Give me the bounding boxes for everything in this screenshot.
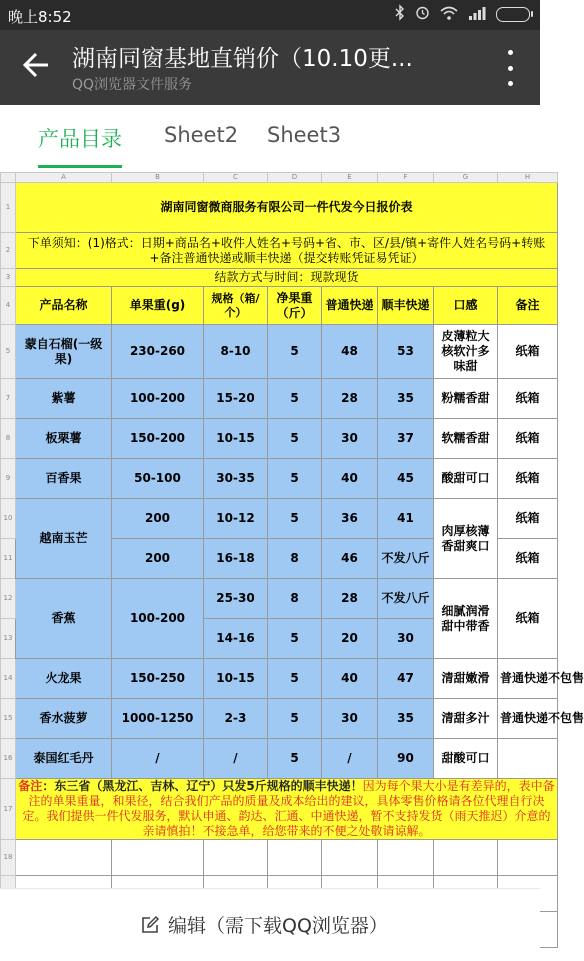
note-cell[interactable]: 纸箱 bbox=[498, 579, 558, 659]
note-cell[interactable]: 普通快递不包售 bbox=[498, 699, 558, 739]
row-number[interactable]: 11 bbox=[1, 539, 16, 579]
table-row bbox=[1, 325, 558, 379]
sf-express-cell[interactable]: 30 bbox=[378, 619, 434, 659]
spec-cell[interactable]: 30-35 bbox=[204, 459, 268, 499]
product-name-cell[interactable]: 越南玉芒 bbox=[16, 499, 112, 579]
table-row bbox=[1, 419, 558, 459]
net-weight-cell[interactable]: 8 bbox=[268, 539, 322, 579]
more-dot-icon bbox=[508, 66, 513, 71]
taste-cell[interactable]: 清甜嫩滑 bbox=[434, 659, 498, 699]
table-row bbox=[1, 699, 558, 739]
signal-icon bbox=[468, 6, 486, 24]
weight-cell[interactable]: 150-200 bbox=[112, 419, 204, 459]
weight-cell[interactable]: 100-200 bbox=[112, 579, 204, 659]
status-icons bbox=[395, 5, 530, 24]
weight-cell[interactable]: / bbox=[112, 739, 204, 779]
normal-express-cell[interactable]: 28 bbox=[322, 379, 378, 419]
net-weight-cell[interactable]: 5 bbox=[268, 325, 322, 379]
spec-cell[interactable]: / bbox=[204, 739, 268, 779]
taste-cell[interactable]: 肉厚核薄香甜爽口 bbox=[434, 499, 498, 579]
table-row bbox=[1, 183, 558, 233]
taste-cell[interactable]: 酸甜可口 bbox=[434, 459, 498, 499]
row-number[interactable]: 13 bbox=[1, 619, 16, 659]
note-cell[interactable]: 纸箱 bbox=[498, 499, 558, 539]
column-header[interactable]: E bbox=[322, 173, 378, 183]
row-number[interactable]: 2 bbox=[1, 233, 16, 269]
header-cell[interactable]: 单果重(g) bbox=[112, 287, 204, 325]
taste-cell[interactable]: 清甜多汁 bbox=[434, 699, 498, 739]
net-weight-cell[interactable]: 5 bbox=[268, 659, 322, 699]
row-number[interactable]: 16 bbox=[1, 739, 16, 779]
corner-cell[interactable] bbox=[1, 173, 16, 183]
table-row bbox=[1, 579, 558, 619]
tab-product-catalog[interactable]: 产品目录 bbox=[38, 123, 122, 153]
row-number[interactable]: 7 bbox=[1, 379, 16, 419]
sf-express-cell[interactable]: 53 bbox=[378, 325, 434, 379]
remark-label: 备注 bbox=[18, 779, 43, 793]
spreadsheet[interactable] bbox=[0, 172, 584, 888]
sheet-title[interactable]: 湖南同窗微商服务有限公司一件代发今日报价表 bbox=[16, 183, 558, 233]
sf-express-cell[interactable]: 47 bbox=[378, 659, 434, 699]
weight-cell[interactable]: 200 bbox=[112, 499, 204, 539]
header-cell[interactable]: 产品名称 bbox=[16, 287, 112, 325]
tab-sheet2[interactable]: Sheet2 bbox=[164, 123, 239, 147]
column-header[interactable]: G bbox=[434, 173, 498, 183]
status-bar bbox=[0, 0, 540, 30]
back-button[interactable] bbox=[20, 48, 54, 82]
sf-express-cell[interactable]: 35 bbox=[378, 379, 434, 419]
wifi-icon bbox=[440, 6, 458, 24]
edit-button[interactable] bbox=[140, 911, 388, 938]
payment-terms[interactable]: 结款方式与时间：现款现货 bbox=[16, 269, 558, 287]
net-weight-cell[interactable]: 5 bbox=[268, 739, 322, 779]
more-dot-icon bbox=[508, 50, 513, 55]
note-cell[interactable]: 纸箱 bbox=[498, 379, 558, 419]
sf-express-cell[interactable]: 41 bbox=[378, 499, 434, 539]
product-name-cell[interactable]: 香水菠萝 bbox=[16, 699, 112, 739]
arrow-left-icon bbox=[20, 48, 54, 82]
row-number[interactable]: 12 bbox=[1, 579, 16, 619]
row-number[interactable]: 5 bbox=[1, 325, 16, 379]
normal-express-cell[interactable]: 28 bbox=[322, 579, 378, 619]
table-row bbox=[1, 840, 558, 876]
empty-cell[interactable] bbox=[322, 840, 378, 876]
normal-express-cell[interactable]: 48 bbox=[322, 325, 378, 379]
spec-cell[interactable]: 2-3 bbox=[204, 699, 268, 739]
empty-cell[interactable] bbox=[498, 840, 558, 876]
note-cell[interactable]: 纸箱 bbox=[498, 419, 558, 459]
note-cell[interactable]: 纸箱 bbox=[498, 325, 558, 379]
spec-cell[interactable]: 10-15 bbox=[204, 419, 268, 459]
row-number[interactable]: 17 bbox=[1, 779, 16, 840]
column-header[interactable]: F bbox=[378, 173, 434, 183]
empty-cell[interactable] bbox=[112, 840, 204, 876]
row-number[interactable]: 3 bbox=[1, 269, 16, 287]
product-name-cell[interactable]: 香蕉 bbox=[16, 579, 112, 659]
table-row bbox=[1, 499, 558, 539]
header-row bbox=[1, 287, 558, 325]
more-dot-icon bbox=[508, 81, 513, 86]
table-row bbox=[1, 269, 558, 287]
sf-express-cell[interactable]: 45 bbox=[378, 459, 434, 499]
column-header[interactable]: A bbox=[16, 173, 112, 183]
table-row bbox=[1, 739, 558, 779]
empty-cell[interactable] bbox=[434, 840, 498, 876]
column-header-row bbox=[1, 173, 558, 183]
spec-cell[interactable]: 14-16 bbox=[204, 619, 268, 659]
taste-cell[interactable]: 软糯香甜 bbox=[434, 419, 498, 459]
bluetooth-icon bbox=[395, 5, 405, 24]
weight-cell[interactable]: 230-260 bbox=[112, 325, 204, 379]
taste-cell[interactable]: 粉糯香甜 bbox=[434, 379, 498, 419]
status-time: 晚上8:52 bbox=[8, 8, 72, 26]
normal-express-cell[interactable]: / bbox=[322, 739, 378, 779]
row-number[interactable]: 10 bbox=[1, 499, 16, 539]
net-weight-cell[interactable]: 5 bbox=[268, 699, 322, 739]
sf-express-cell[interactable]: 不发八斤 bbox=[378, 539, 434, 579]
product-name-cell[interactable]: 百香果 bbox=[16, 459, 112, 499]
normal-express-cell[interactable]: 40 bbox=[322, 659, 378, 699]
row-number[interactable]: 9 bbox=[1, 459, 16, 499]
bottom-bar bbox=[0, 888, 540, 961]
row-number[interactable]: 14 bbox=[1, 659, 16, 699]
tab-sheet3[interactable]: Sheet3 bbox=[267, 123, 342, 147]
normal-express-cell[interactable]: 46 bbox=[322, 539, 378, 579]
remark-detail: 因为每个果大小是有差异的，表中备注的单果重量，和果径，结合我们产品的质量及成本给出的建议，具体零售价格请各位代理自行决定。我们提供一件代发服务，默认申通、韵达、汇通、中通快递，暂不支持发货（雨天推迟）介意的亲请慎拍！不接急单，给您带来的不便之处敬请谅解。 bbox=[22, 779, 555, 838]
edit-icon bbox=[140, 915, 160, 935]
normal-express-cell[interactable]: 40 bbox=[322, 459, 378, 499]
table-row bbox=[1, 659, 558, 699]
note-cell[interactable]: 普通快递不包售 bbox=[498, 659, 558, 699]
header-cell[interactable]: 普通快递 bbox=[322, 287, 378, 325]
net-weight-cell[interactable]: 5 bbox=[268, 459, 322, 499]
product-name-cell[interactable]: 板栗薯 bbox=[16, 419, 112, 459]
product-name-cell[interactable]: 火龙果 bbox=[16, 659, 112, 699]
weight-cell[interactable]: 100-200 bbox=[112, 379, 204, 419]
normal-express-cell[interactable]: 20 bbox=[322, 619, 378, 659]
order-notice[interactable]: 下单须知：(1)格式：日期+商品名+收件人姓名+号码+省、市、区/县/镇+寄件人姓名号码+转账+备注普通快递或顺丰快递（提交转账凭证易凭证） bbox=[16, 233, 558, 269]
net-weight-cell[interactable]: 5 bbox=[268, 419, 322, 459]
edit-button-label: 编辑（需下载QQ浏览器） bbox=[168, 915, 388, 937]
alarm-icon bbox=[415, 5, 430, 24]
product-name-cell[interactable]: 蒙自石榴(一级果) bbox=[16, 325, 112, 379]
table-row bbox=[1, 459, 558, 499]
battery-icon bbox=[496, 7, 530, 22]
net-weight-cell[interactable]: 5 bbox=[268, 619, 322, 659]
remark-lead-text: ：东三省（黑龙江、吉林、辽宁）只发5斤规格的顺丰快递！ bbox=[42, 779, 363, 793]
table-row bbox=[1, 779, 558, 840]
column-header[interactable]: C bbox=[204, 173, 268, 183]
empty-cell[interactable] bbox=[268, 840, 322, 876]
taste-cell[interactable]: 皮薄粒大核软汁多味甜 bbox=[434, 325, 498, 379]
remark-lead bbox=[18, 779, 362, 793]
empty-cell[interactable] bbox=[16, 840, 112, 876]
row-number[interactable]: 18 bbox=[1, 840, 16, 876]
table-row bbox=[1, 379, 558, 419]
empty-cell[interactable] bbox=[378, 840, 434, 876]
product-name-cell[interactable]: 泰国红毛丹 bbox=[16, 739, 112, 779]
product-name-cell[interactable]: 紫薯 bbox=[16, 379, 112, 419]
more-menu-button[interactable] bbox=[500, 50, 520, 86]
spec-cell[interactable]: 10-15 bbox=[204, 659, 268, 699]
column-header[interactable]: B bbox=[112, 173, 204, 183]
sf-express-cell[interactable]: 不发八斤 bbox=[378, 579, 434, 619]
weight-cell[interactable]: 150-250 bbox=[112, 659, 204, 699]
weight-cell[interactable]: 50-100 bbox=[112, 459, 204, 499]
table-row bbox=[1, 233, 558, 269]
empty-cell[interactable] bbox=[204, 840, 268, 876]
column-header[interactable]: D bbox=[268, 173, 322, 183]
spec-cell[interactable]: 8-10 bbox=[204, 325, 268, 379]
row-number[interactable]: 1 bbox=[1, 183, 16, 233]
header-cell[interactable]: 备注 bbox=[498, 287, 558, 325]
net-weight-cell[interactable]: 8 bbox=[268, 579, 322, 619]
remark-cell[interactable] bbox=[16, 779, 558, 840]
taste-cell[interactable]: 细腻润滑甜中带香 bbox=[434, 579, 498, 659]
sf-express-cell[interactable]: 35 bbox=[378, 699, 434, 739]
header-cell[interactable]: 规格（箱/个） bbox=[204, 287, 268, 325]
note-cell[interactable] bbox=[498, 739, 558, 779]
net-weight-cell[interactable]: 5 bbox=[268, 499, 322, 539]
page-title: 湖南同窗基地直销价（10.10更... bbox=[72, 46, 413, 72]
normal-express-cell[interactable]: 36 bbox=[322, 499, 378, 539]
row-number[interactable]: 8 bbox=[1, 419, 16, 459]
sheet-tabs bbox=[0, 105, 540, 169]
header-cell[interactable]: 口感 bbox=[434, 287, 498, 325]
normal-express-cell[interactable]: 30 bbox=[322, 699, 378, 739]
header-cell[interactable]: 净果重（斤） bbox=[268, 287, 322, 325]
taste-cell[interactable]: 甜酸可口 bbox=[434, 739, 498, 779]
sf-express-cell[interactable]: 37 bbox=[378, 419, 434, 459]
row-number[interactable]: 15 bbox=[1, 699, 16, 739]
price-table bbox=[0, 172, 584, 948]
note-cell[interactable]: 纸箱 bbox=[498, 459, 558, 499]
page-subtitle: QQ浏览器文件服务 bbox=[72, 77, 193, 93]
row-number[interactable]: 4 bbox=[1, 287, 16, 325]
spec-cell[interactable]: 15-20 bbox=[204, 379, 268, 419]
column-header[interactable]: H bbox=[498, 173, 558, 183]
header-cell[interactable]: 顺丰快递 bbox=[378, 287, 434, 325]
spec-cell[interactable]: 25-30 bbox=[204, 579, 268, 619]
sf-express-cell[interactable]: 90 bbox=[378, 739, 434, 779]
spec-cell[interactable]: 16-18 bbox=[204, 539, 268, 579]
weight-cell[interactable]: 200 bbox=[112, 539, 204, 579]
normal-express-cell[interactable]: 30 bbox=[322, 419, 378, 459]
weight-cell[interactable]: 1000-1250 bbox=[112, 699, 204, 739]
net-weight-cell[interactable]: 5 bbox=[268, 379, 322, 419]
note-cell[interactable]: 纸箱 bbox=[498, 539, 558, 579]
spec-cell[interactable]: 10-12 bbox=[204, 499, 268, 539]
app-bar bbox=[0, 30, 540, 105]
